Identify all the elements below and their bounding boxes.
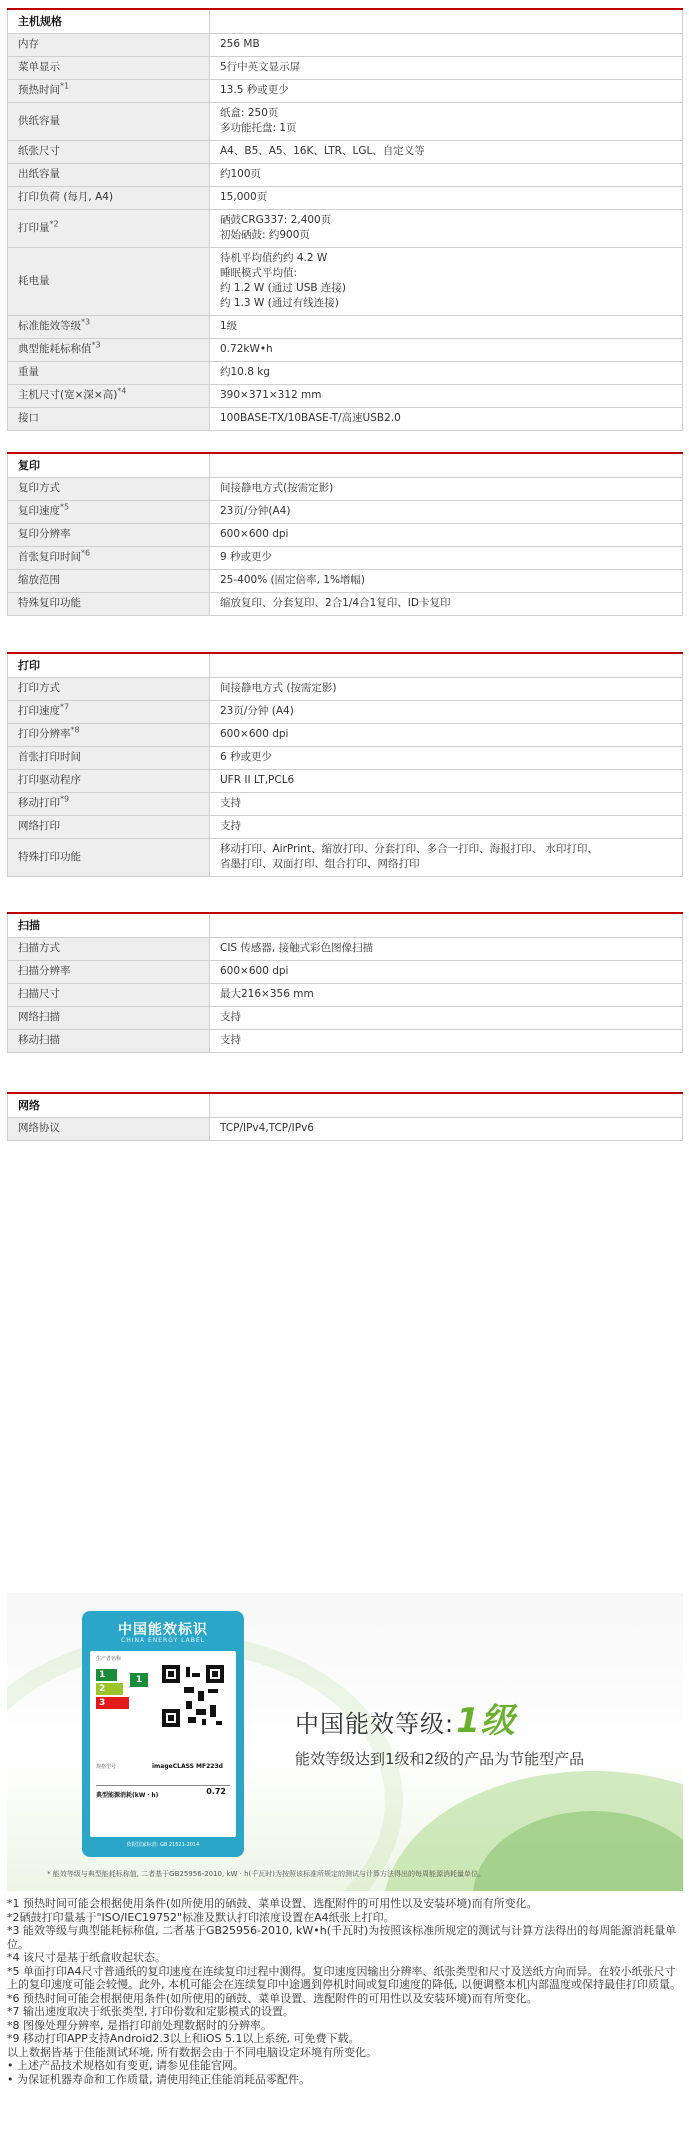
- spec-label: 打印量: [18, 221, 50, 234]
- spec-row: [8, 102, 683, 140]
- spec-label-cell: [8, 546, 210, 569]
- spec-value: TCP/IPv4,TCP/IPv6: [220, 1122, 314, 1134]
- energy-banner-footnote: * 能效等级与典型能耗标称值, 二者基于GB25956-2010, kW · h(千瓦时)为按照该标准所规定的测试与计算方法得出的每周能源消耗量单位。: [47, 1870, 486, 1878]
- spec-value-cell: [210, 569, 683, 592]
- spec-row: [8, 1006, 683, 1029]
- footnotes: [7, 1897, 683, 2086]
- spec-row: [8, 838, 683, 876]
- spec-label-cell: [8, 477, 210, 500]
- footnote-ref: *5: [60, 502, 70, 512]
- energy-grade-subline: 能效等级达到1级和2级的产品为节能型产品: [295, 1750, 585, 1768]
- spec-value: 600×600 dpi: [220, 528, 289, 540]
- section-title: 主机规格: [8, 9, 210, 33]
- section-header-blank: [210, 1093, 683, 1117]
- spec-row: [8, 500, 683, 523]
- spec-section-table: [7, 912, 683, 1053]
- footnote-line: *3 能效等级与典型能耗标称值, 二者基于GB25956-2010, kW•h(千瓦时)为按照该标准所规定的测试与计算方法得出的每周能源消耗量单位。: [7, 1924, 677, 1951]
- spec-value: 约10.8 kg: [220, 366, 270, 378]
- spec-value-cell: [210, 361, 683, 384]
- spec-value-cell: [210, 769, 683, 792]
- section-header-blank: [210, 913, 683, 937]
- spec-value-cell: [210, 384, 683, 407]
- spec-label-cell: [8, 769, 210, 792]
- spec-value: 待机平均值约约 4.2 W: [220, 252, 328, 264]
- spec-label: 预热时间: [18, 84, 60, 96]
- section-header-row: [8, 653, 683, 677]
- spec-row: [8, 592, 683, 615]
- spec-label: 网络打印: [18, 820, 60, 832]
- spec-value-cell: [210, 209, 683, 247]
- energy-label-model: imageCLASS MF223d: [152, 1763, 223, 1770]
- footnote-ref: *8: [70, 725, 80, 735]
- spec-label-cell: [8, 186, 210, 209]
- spec-label: 打印分辨率: [18, 728, 71, 740]
- footnote-ref: *7: [60, 702, 70, 712]
- spec-label: 移动扫描: [18, 1034, 60, 1046]
- spec-value-cell: [210, 500, 683, 523]
- spec-label: 打印驱动程序: [18, 774, 81, 786]
- spec-label: 菜单显示: [18, 61, 60, 73]
- spec-value: 约 1.3 W (通过有线连接): [220, 297, 339, 309]
- energy-grade-headline-prefix: 中国能效等级:: [295, 1710, 455, 1738]
- producer-label: 生产者名称: [96, 1656, 122, 1662]
- spec-row: [8, 315, 683, 338]
- spec-value: 600×600 dpi: [220, 965, 289, 977]
- spec-value-cell: [210, 56, 683, 79]
- spec-value-cell: [210, 33, 683, 56]
- spec-label: 扫描尺寸: [18, 988, 60, 1000]
- spec-value: 23页/分钟 (A4): [220, 705, 294, 717]
- spec-label: 复印分辨率: [18, 528, 71, 540]
- spec-label-cell: [8, 523, 210, 546]
- spec-value-cell: [210, 247, 683, 315]
- spec-label-cell: [8, 723, 210, 746]
- energy-label-title: 中国能效标识: [118, 1622, 208, 1638]
- spec-label-cell: [8, 700, 210, 723]
- spec-value-cell: [210, 523, 683, 546]
- spec-value: 13.5 秒或更少: [220, 84, 289, 96]
- spec-label: 网络扫描: [18, 1011, 60, 1023]
- spec-section-table: [7, 652, 683, 877]
- spec-row: [8, 1029, 683, 1052]
- footnote-line: 以上数据皆基于佳能测试环境, 所有数据会由于不同电脑设定环境有所变化。: [7, 2045, 377, 2059]
- spec-value-cell: [210, 1006, 683, 1029]
- spec-value-cell: [210, 723, 683, 746]
- spec-label-cell: [8, 79, 210, 102]
- spec-label: 供纸容量: [18, 114, 60, 127]
- grade-bar-3: 3: [96, 1697, 129, 1709]
- spec-value: 0.72kW•h: [220, 343, 273, 355]
- spec-value: 100BASE-TX/10BASE-T/高速USB2.0: [220, 412, 401, 424]
- spec-label-cell: [8, 209, 210, 247]
- spec-row: [8, 247, 683, 315]
- spec-label-cell: [8, 1117, 210, 1140]
- spec-value: A4、B5、A5、16K、LTR、LGL、自定义等: [220, 145, 425, 157]
- spec-row: [8, 1117, 683, 1140]
- footnote-line: *1 预热时间可能会根据使用条件(如所使用的硒鼓、菜单设置、选配附件的可用性以及安装环境)而有所变化。: [7, 1897, 538, 1910]
- spec-value-cell: [210, 546, 683, 569]
- section-header-blank: [210, 453, 683, 477]
- spec-label: 缩放范围: [18, 574, 60, 586]
- spec-row: [8, 700, 683, 723]
- spec-label: 打印负荷 (每月, A4): [18, 191, 114, 203]
- spec-value-cell: [210, 937, 683, 960]
- spec-label: 接口: [18, 412, 39, 424]
- spec-row: [8, 569, 683, 592]
- spec-value: 支持: [220, 820, 241, 832]
- spec-value: 支持: [220, 1034, 241, 1046]
- spec-value-cell: [210, 1029, 683, 1052]
- footnote-line: *8 图像处理分辨率, 是指打印前处理数据时的分辨率。: [7, 2018, 272, 2032]
- grade-bar-2: 2: [96, 1683, 123, 1695]
- spec-value: CIS 传感器, 接触式彩色图像扫描: [220, 942, 374, 954]
- footnote-line: *9 移动打印APP支持Android2.3以上和iOS 5.1以上系统, 可免费下载。: [7, 2032, 360, 2045]
- qr-code-icon: [162, 1665, 224, 1727]
- spec-value: 多功能托盘: 1页: [220, 122, 297, 134]
- spec-value-cell: [210, 79, 683, 102]
- spec-value-cell: [210, 700, 683, 723]
- spec-label: 特殊打印功能: [18, 850, 81, 863]
- spec-value-cell: [210, 746, 683, 769]
- energy-label-subtitle: CHINA ENERGY LABEL: [121, 1637, 205, 1644]
- spec-value: 省墨打印、双面打印、组合打印、网络打印: [220, 858, 420, 870]
- spec-value-cell: [210, 960, 683, 983]
- section-header-row: [8, 1093, 683, 1117]
- spec-section-table: [7, 8, 683, 431]
- spec-row: [8, 960, 683, 983]
- footnote-ref: *6: [81, 548, 91, 558]
- spec-label-cell: [8, 1006, 210, 1029]
- spec-value: 600×600 dpi: [220, 728, 289, 740]
- spec-label: 纸张尺寸: [18, 145, 60, 157]
- spec-label-cell: [8, 102, 210, 140]
- spec-row: [8, 937, 683, 960]
- spec-label-cell: [8, 1029, 210, 1052]
- footnote-line: • 上述产品技术规格如有变更, 请参见佳能官网。: [7, 2059, 244, 2072]
- spec-label: 耗电量: [18, 274, 50, 287]
- spec-label: 复印方式: [18, 482, 60, 494]
- spec-label-cell: [8, 937, 210, 960]
- spec-value-cell: [210, 407, 683, 430]
- spec-row: [8, 792, 683, 815]
- spec-label: 打印方式: [18, 682, 60, 694]
- spec-row: [8, 361, 683, 384]
- tec-value: 0.72: [206, 1787, 226, 1796]
- spec-value: 间接静电方式 (按需定影): [220, 682, 337, 694]
- section-header-row: [8, 913, 683, 937]
- spec-label: 移动打印: [18, 797, 60, 809]
- spec-value: 256 MB: [220, 38, 260, 50]
- grade-marker: 1: [130, 1673, 148, 1687]
- section-header-row: [8, 9, 683, 33]
- energy-grade-headline: [295, 1693, 516, 1742]
- footnote-line: *7 输出速度取决于纸张类型, 打印份数和定影模式的设置。: [7, 2005, 294, 2018]
- footnote-ref: *1: [60, 81, 70, 91]
- spec-label-cell: [8, 592, 210, 615]
- spec-value: 间接静电方式(按需定影): [220, 482, 334, 494]
- footnote-line: *6 预热时间可能会根据使用条件(如所使用的硒鼓、菜单设置、选配附件的可用性以及安装环境)而有所变化。: [7, 1991, 538, 2005]
- spec-label-cell: [8, 361, 210, 384]
- energy-label-body: [90, 1651, 236, 1837]
- spec-label: 特殊复印功能: [18, 597, 81, 609]
- footnote-line: *5 单面打印A4尺寸普通纸的复印速度在连续复印过程中测得。复印速度因输出分辨率、纸张类型和尺寸及送纸方向而异。在较小纸张尺寸上的复印速度可能会较慢。此外, 本机可能会在连续复印中途遇到停机时间或复印速度的降低, 以便调整本机内部温度或保持最佳打印质量。: [7, 1964, 681, 1991]
- footnote-line: *4 该尺寸是基于纸盒收起状态。: [7, 1951, 166, 1964]
- footnote-line: • 为保证机器寿命和工作质量, 请使用纯正佳能消耗品零配件。: [7, 2072, 310, 2086]
- spec-value-cell: [210, 792, 683, 815]
- spec-label-cell: [8, 315, 210, 338]
- spec-label-cell: [8, 407, 210, 430]
- energy-label-standard: 依据国家标准: GB 21521-2014: [126, 1842, 200, 1848]
- spec-label: 典型能耗标称值: [18, 343, 92, 355]
- spec-label: 出纸容量: [18, 168, 60, 180]
- spec-row: [8, 523, 683, 546]
- section-title: 扫描: [8, 913, 210, 937]
- spec-value: 移动打印、AirPrint、缩放打印、分套打印、多合一打印、海报打印、 水印打印、: [220, 843, 598, 855]
- spec-row: [8, 209, 683, 247]
- spec-row: [8, 983, 683, 1006]
- spec-label-cell: [8, 569, 210, 592]
- spec-label-cell: [8, 500, 210, 523]
- section-title: 打印: [8, 653, 210, 677]
- spec-label-cell: [8, 746, 210, 769]
- model-label: 规格型号: [96, 1764, 117, 1770]
- spec-label: 首张复印时间: [18, 551, 81, 563]
- footnote-line: *2硒鼓打印量基于"ISO/IEC19752"标准及默认打印浓度设置在A4纸张上打印。: [7, 1910, 395, 1924]
- spec-value-cell: [210, 315, 683, 338]
- spec-label-cell: [8, 247, 210, 315]
- spec-label: 扫描方式: [18, 942, 60, 954]
- spec-row: [8, 79, 683, 102]
- spec-value: 约100页: [220, 168, 262, 180]
- spec-label-cell: [8, 56, 210, 79]
- spec-value: 25-400% (固定倍率, 1%增幅): [220, 574, 366, 586]
- spec-value: 约 1.2 W (通过 USB 连接): [220, 282, 347, 294]
- section-header-blank: [210, 653, 683, 677]
- spec-label-cell: [8, 33, 210, 56]
- spec-label-cell: [8, 140, 210, 163]
- spec-label: 复印速度: [18, 505, 60, 517]
- spec-value: 睡眠模式平均值:: [220, 267, 298, 279]
- spec-row: [8, 746, 683, 769]
- spec-row: [8, 163, 683, 186]
- spec-row: [8, 33, 683, 56]
- footnote-ref: *9: [60, 794, 70, 804]
- spec-row: [8, 769, 683, 792]
- footnote-ref: *3: [81, 317, 91, 327]
- energy-grade-value: 1级: [456, 1701, 516, 1741]
- spec-row: [8, 546, 683, 569]
- spec-value: 初始硒鼓: 约900页: [220, 229, 310, 241]
- spec-value-cell: [210, 140, 683, 163]
- spec-label: 标准能效等级: [18, 320, 81, 332]
- footnote-ref: *4: [117, 386, 127, 396]
- spec-value-cell: [210, 983, 683, 1006]
- spec-row: [8, 56, 683, 79]
- spec-section-table: [7, 452, 683, 616]
- spec-label-cell: [8, 960, 210, 983]
- spec-row: [8, 677, 683, 700]
- spec-row: [8, 815, 683, 838]
- spec-value: 最大216×356 mm: [220, 988, 314, 1000]
- tec-label: 典型能源消耗(kW・h): [96, 1785, 230, 1799]
- spec-value: 23页/分钟(A4): [220, 505, 291, 517]
- spec-label: 网络协议: [18, 1122, 60, 1134]
- spec-value: 硒鼓CRG337: 2,400页: [220, 214, 332, 226]
- spec-row: [8, 723, 683, 746]
- spec-label: 重量: [18, 366, 39, 378]
- spec-label-cell: [8, 163, 210, 186]
- spec-value: 6 秒或更少: [220, 751, 273, 763]
- spec-value-cell: [210, 338, 683, 361]
- spec-value: 5行中英文显示屏: [220, 61, 301, 73]
- spec-value: 缩放复印、分套复印、2合1/4合1复印、ID卡复印: [220, 597, 451, 609]
- spec-label: 首张打印时间: [18, 751, 81, 763]
- spec-value-cell: [210, 186, 683, 209]
- footnote-ref: *3: [91, 340, 101, 350]
- spec-value-cell: [210, 592, 683, 615]
- spec-section-table: [7, 1092, 683, 1141]
- energy-label-banner: [7, 1593, 683, 1891]
- spec-value-cell: [210, 477, 683, 500]
- spec-label: 内存: [18, 38, 39, 50]
- spec-label: 扫描分辨率: [18, 965, 71, 977]
- spec-row: [8, 338, 683, 361]
- spec-value: 支持: [220, 797, 241, 809]
- spec-label: 打印速度: [18, 705, 60, 717]
- spec-value: 9 秒或更少: [220, 551, 273, 563]
- spec-label-cell: [8, 792, 210, 815]
- spec-value: UFR II LT,PCL6: [220, 774, 295, 786]
- section-header-blank: [210, 9, 683, 33]
- spec-label-cell: [8, 815, 210, 838]
- section-title: 复印: [8, 453, 210, 477]
- spec-label-cell: [8, 983, 210, 1006]
- spec-label-cell: [8, 338, 210, 361]
- spec-row: [8, 407, 683, 430]
- spec-value: 支持: [220, 1011, 241, 1023]
- spec-value-cell: [210, 163, 683, 186]
- spec-label: 主机尺寸(宽×深×高): [18, 389, 118, 401]
- spec-value: 15,000页: [220, 191, 268, 203]
- spec-label-cell: [8, 384, 210, 407]
- spec-value: 390×371×312 mm: [220, 389, 322, 401]
- spec-value-cell: [210, 1117, 683, 1140]
- section-header-row: [8, 453, 683, 477]
- spec-label-cell: [8, 838, 210, 876]
- section-title: 网络: [8, 1093, 210, 1117]
- spec-value-cell: [210, 677, 683, 700]
- footnote-ref: *2: [49, 219, 59, 228]
- energy-label-card: [82, 1611, 244, 1857]
- spec-value-cell: [210, 838, 683, 876]
- grade-bar-1: 1: [96, 1669, 117, 1681]
- spec-row: [8, 384, 683, 407]
- spec-row: [8, 477, 683, 500]
- spec-value-cell: [210, 815, 683, 838]
- spec-row: [8, 140, 683, 163]
- spec-value-cell: [210, 102, 683, 140]
- spec-value: 纸盒: 250页: [220, 107, 279, 119]
- spec-value: 1级: [220, 320, 238, 332]
- spec-label-cell: [8, 677, 210, 700]
- spec-row: [8, 186, 683, 209]
